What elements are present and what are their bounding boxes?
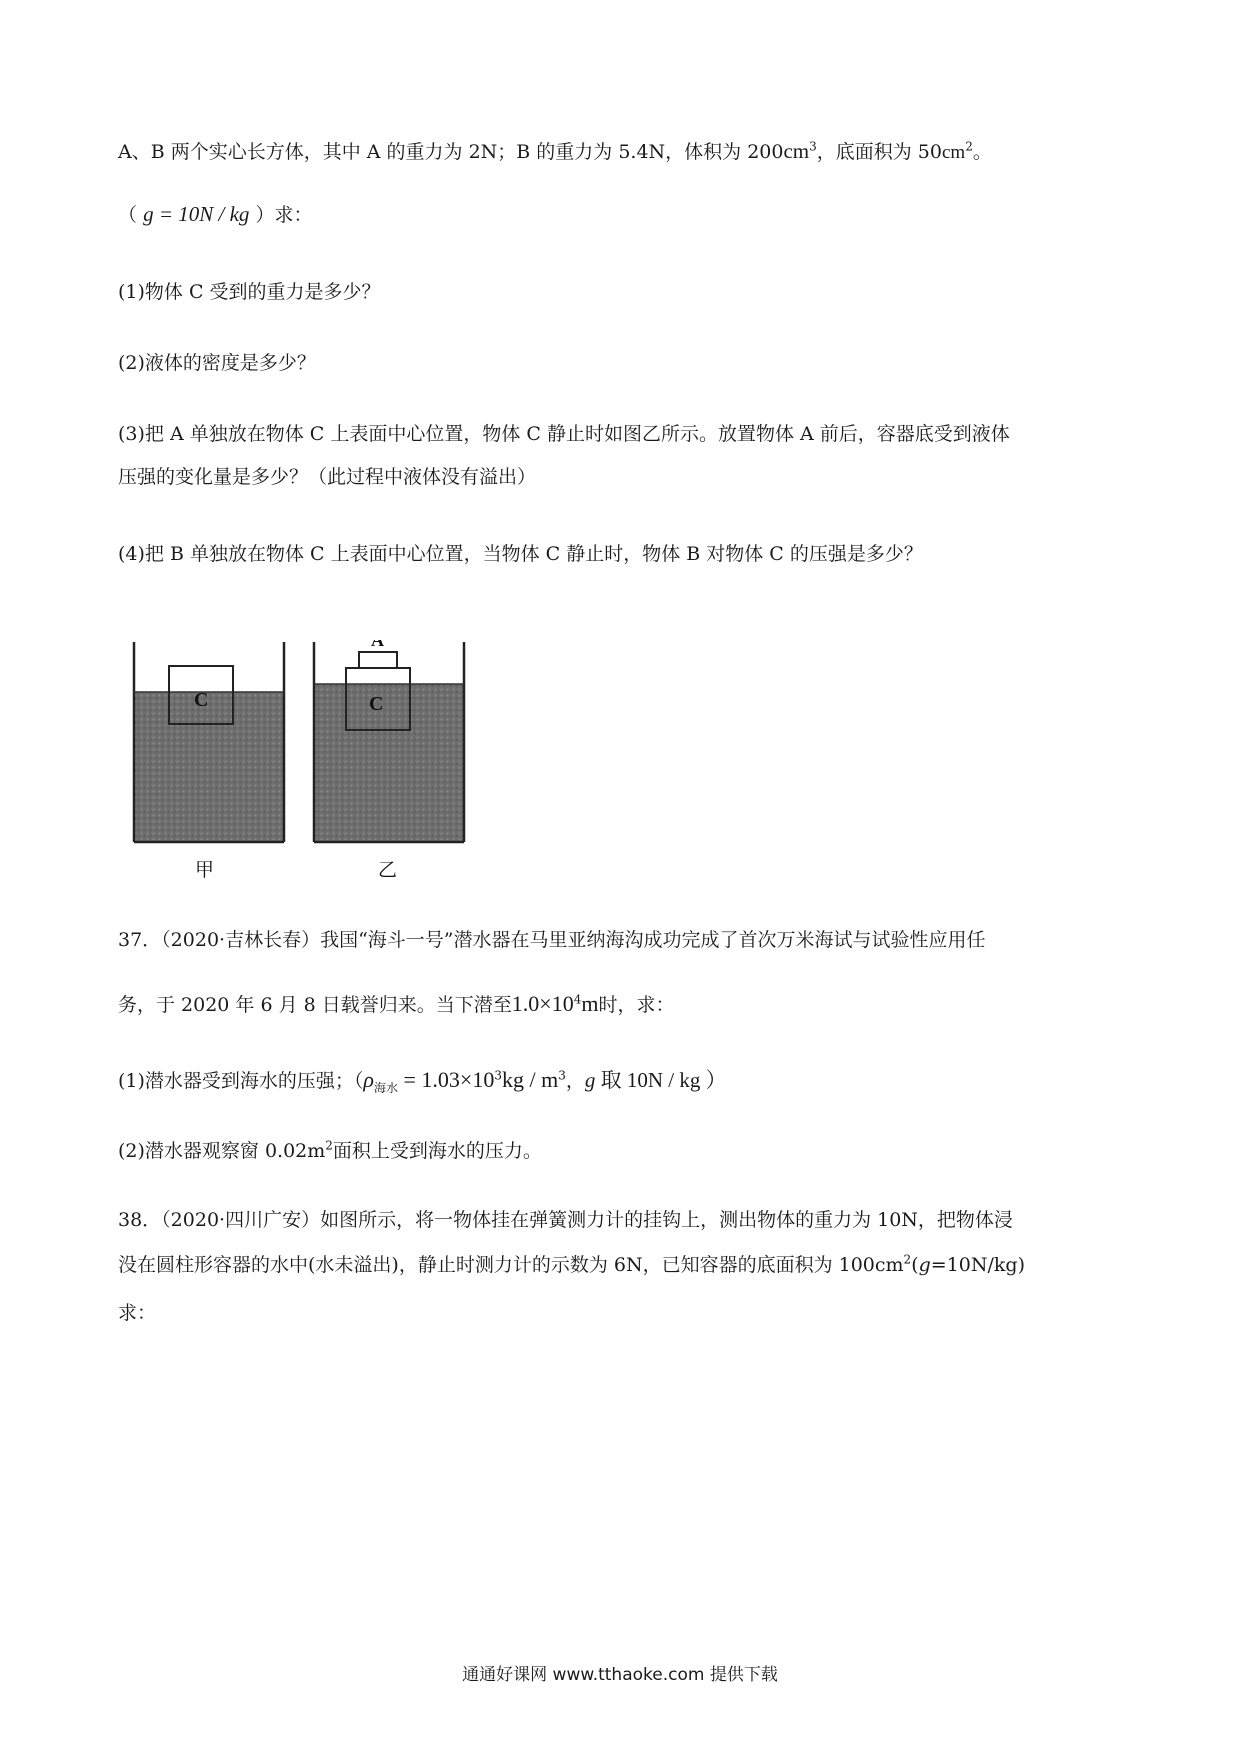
q36-item-1: (1)物体 C 受到的重力是多少？ (118, 281, 381, 303)
q36-item-3: (3)把 A 单独放在物体 C 上表面中心位置，物体 C 静止时如图乙所示。放置物体 A 前后，容器底受到液体 (118, 423, 1010, 445)
container-right (314, 640, 464, 842)
container-diagram (128, 640, 488, 880)
label-c-right: C (369, 693, 384, 715)
block-a (359, 652, 397, 668)
q37-line-1: 37．（2020·吉林长春）我国“海斗一号”潜水器在马里亚纳海沟成功完成了首次万米海试与试验性应用任 (118, 929, 986, 951)
q36-item-3-cont: 压强的变化量是多少？（此过程中液体没有溢出） (118, 466, 537, 488)
q36-item-2: (2)液体的密度是多少？ (118, 352, 316, 374)
q38-line-2: 没在圆柱形容器的水中(水未溢出)，静止时测力计的示数为 6N，已知容器的底面积为 $100cm^2(g=10N/kg)$ (118, 1252, 1025, 1276)
caption-yi: 乙 (378, 859, 398, 880)
footer-watermark: 通通好课网 www.tthaoke.com 提供下载 (462, 1665, 778, 1685)
q36-intro: A、B 两个实心长方体，其中 A 的重力为 2N；B 的重力为 5.4N，体积为 $200cm^3$，底面积为 $50cm^2$。 (118, 139, 992, 163)
q38-line-1: 38．（2020·四川广安）如图所示，将一物体挂在弹簧测力计的挂钩上，测出物体的重力为 10N，把物体浸 (118, 1209, 1013, 1231)
q36-given-g: （ g = 10N / kg ）求： (118, 202, 313, 226)
q36-item-4: (4)把 B 单独放在物体 C 上表面中心位置，当物体 C 静止时，物体 B 对物体 C 的压强是多少？ (118, 543, 923, 565)
q37-line-2: 务，于 2020 年 6 月 8 日载誉归来。当下潜至$1.0\times 10^4m$时，求： (118, 991, 675, 1016)
caption-jia: 甲 (195, 859, 215, 880)
label-c-left: C (194, 689, 209, 711)
q37-item-1: (1)潜水器受到海水的压强；（$\rho_{海水} = 1.03\times 10^3kg / m^3$，g 取 10N / kg ） (118, 1067, 727, 1095)
container-left (134, 642, 284, 842)
q37-item-2: (2)潜水器观察窗 $0.02m^2$面积上受到海水的压力。 (118, 1138, 542, 1162)
container-figure (128, 640, 488, 880)
q38-line-3: 求： (118, 1302, 157, 1324)
label-a: A (371, 640, 384, 650)
